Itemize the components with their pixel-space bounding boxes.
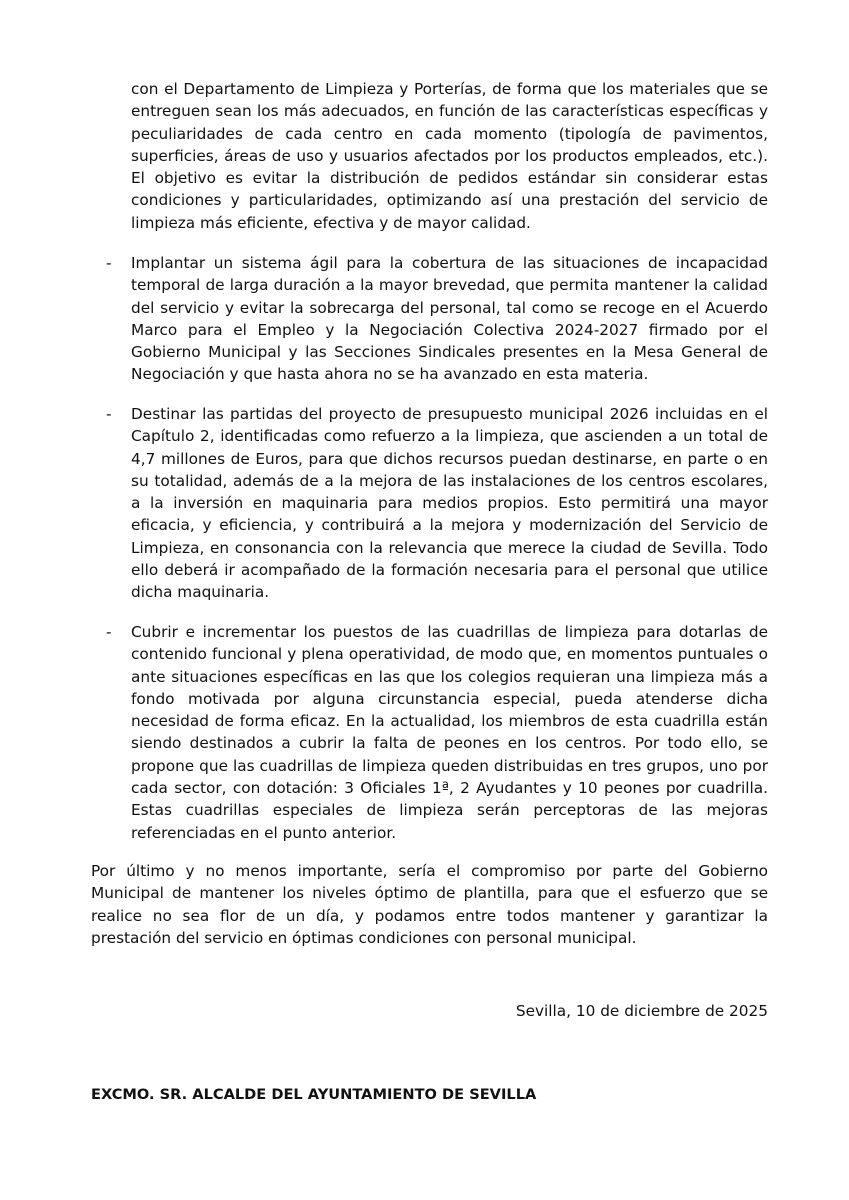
bullet-text: Cubrir e incrementar los puestos de las cuadrillas de limpieza para dotarlas de contenido funcional y plena operatividad, de modo que, en momentos puntuales o ante situaciones específicas en las que los colegios requieran una limpieza más a fondo motivada por alguna circunstancia especial, pueda atenderse dicha necesidad de forma eficaz. En la actualidad, los miembros de esta cuadrilla están siendo destinados a cubrir la falta de peones en los centros. Por todo ello, se propone que las cuadrillas de limpieza queden distribuidas en tres grupos, uno por cada sector, con dotación: 3 Oficiales 1ª, 2 Ayudantes y 10 peones por cuadrilla. Estas cuadrillas especiales de limpieza serán perceptoras de las mejoras referenciadas en el punto anterior. [131, 623, 768, 842]
continuation-paragraph: con el Departamento de Limpieza y Porterías, de forma que los materiales que se entreguen sean los más adecuados, en función de las características específicas y peculiaridades de cada centro en cada momento (tipología de pavimentos, superficies, áreas de uso y usuarios afectados por los productos empleados, etc.). El objetivo es evitar la distribución de pedidos estándar sin considerar estas condiciones y particularidades, optimizando así una prestación del servicio de limpieza más eficiente, efectiva y de mayor calidad. [131, 80, 768, 232]
bullet-dash: - [106, 254, 112, 272]
bullet-dash: - [106, 405, 112, 423]
bullet-text: Implantar un sistema ágil para la cobertura de las situaciones de incapacidad temporal de larga duración a la mayor brevedad, que permita mantener la calidad del servicio y evitar la sobrecarga del personal, tal como se recoge en el Acuerdo Marco para el Empleo y la Negociación Colectiva 2024-2027 firmado por el Gobierno Municipal y las Secciones Sindicales presentes en la Mesa General de Negociación y que hasta ahora no se ha avanzado en esta materia. [131, 254, 768, 384]
addressee-line: EXCMO. SR. ALCALDE DEL AYUNTAMIENTO DE SEVILLA [91, 1086, 537, 1103]
bullet-item-cleaning-crews [106, 621, 768, 844]
bullet-item-budget-allocation [106, 403, 768, 604]
bullet-text: Destinar las partidas del proyecto de presupuesto municipal 2026 incluidas en el Capítulo 2, identificadas como refuerzo a la limpieza, que ascienden a un total de 4,7 millones de Euros, para que dichos recursos puedan destinarse, en parte o en su totalidad, además de a la mejora de las instalaciones de los centros escolares, a la inversión en maquinaria para medios propios. Esto permitirá una mayor eficacia, y eficiencia, y contribuirá a la mejora y modernización del Servicio de Limpieza, en consonancia con la relevancia que merece la ciudad de Sevilla. Todo ello deberá ir acompañado de la formación necesaria para el personal que utilice dicha maquinaria. [131, 405, 768, 602]
bullet-dash: - [106, 623, 112, 641]
date-line: Sevilla, 10 de diciembre de 2025 [515, 1002, 768, 1020]
closing-paragraph: Por último y no menos importante, sería el compromiso por parte del Gobierno Municipal de mantener los niveles óptimo de plantilla, para que el esfuerzo que se realice no sea flor de un día, y podamos entre todos mantener y garantizar la prestación del servicio en óptimas condiciones con personal municipal. [91, 862, 768, 947]
bullet-item-sick-leave-coverage [106, 252, 768, 386]
